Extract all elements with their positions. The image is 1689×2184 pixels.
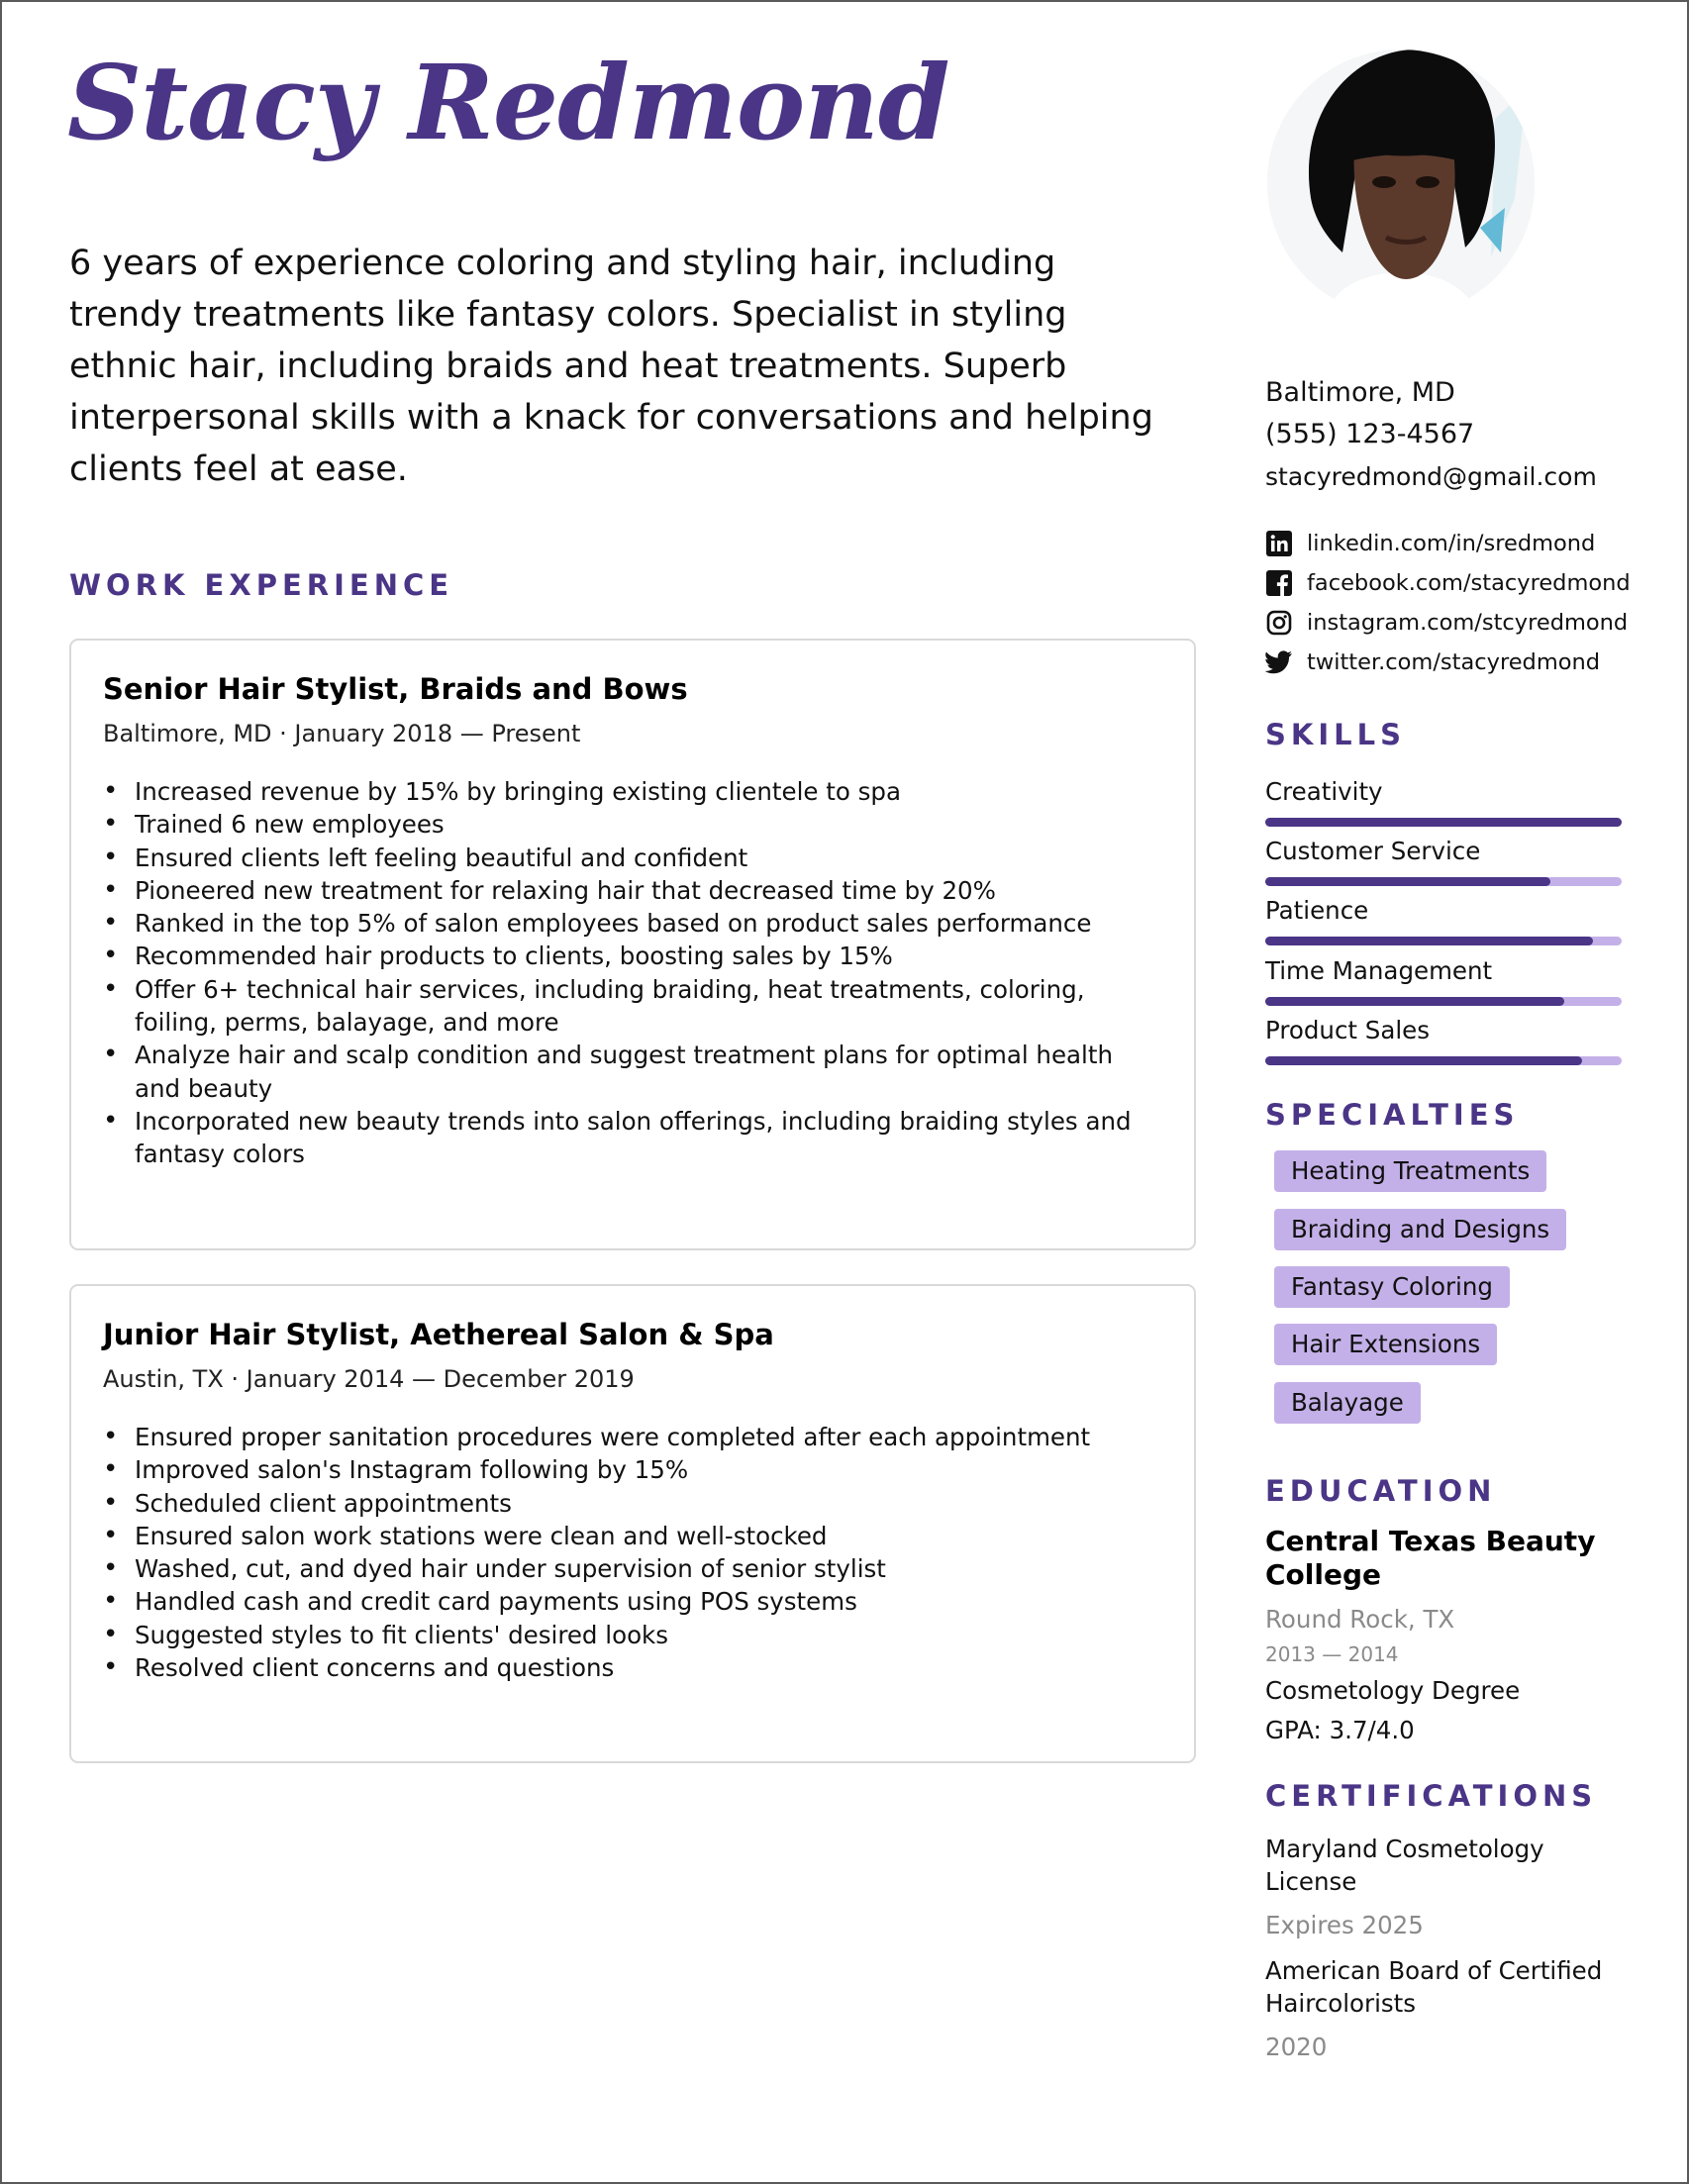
bullet-item: • Suggested styles to fit clients' desired looks	[135, 1619, 1162, 1651]
specialty-tag: Braiding and Designs	[1274, 1209, 1566, 1250]
skill-bar-fill	[1265, 937, 1593, 945]
job-title: Junior Hair Stylist, Aethereal Salon & Spa	[103, 1318, 774, 1351]
skill-bar-track	[1265, 818, 1622, 827]
skill-bar-track	[1265, 877, 1622, 886]
certification-detail: 2020	[1265, 2033, 1328, 2061]
contact-location: Baltimore, MD	[1265, 377, 1455, 408]
bullet-item: • Washed, cut, and dyed hair under supervision of senior stylist	[135, 1552, 1162, 1585]
education-location: Round Rock, TX	[1265, 1605, 1455, 1634]
portrait-image	[1267, 50, 1535, 317]
certification-name: Maryland Cosmetology License	[1265, 1835, 1544, 1896]
instagram-icon	[1265, 609, 1293, 637]
specialties-heading: SPECIALTIES	[1265, 1098, 1520, 1132]
bullet-item: • Analyze hair and scalp condition and suggest treatment plans for optimal health and beauty	[135, 1039, 1162, 1105]
specialty-tag: Heating Treatments	[1274, 1150, 1546, 1192]
specialty-tag: Fantasy Coloring	[1274, 1266, 1510, 1308]
contact-phone: (555) 123-4567	[1265, 419, 1475, 449]
bullet-item: • Ranked in the top 5% of salon employees based on product sales performance	[135, 907, 1162, 940]
skill-bar-track	[1265, 997, 1622, 1006]
social-twitter[interactable]	[1265, 648, 1600, 676]
skill-product-sales	[1265, 1016, 1622, 1065]
specialty-tag: Balayage	[1274, 1382, 1421, 1424]
job-bullets	[103, 775, 1162, 1171]
social-instagram[interactable]	[1265, 609, 1628, 637]
bullet-item: • Recommended hair products to clients, boosting sales by 15%	[135, 940, 1162, 972]
social-facebook[interactable]	[1265, 569, 1631, 597]
profile-photo	[1267, 50, 1535, 317]
candidate-name: Stacy Redmond	[67, 42, 949, 163]
job-meta: Austin, TX · January 2014 — December 2019	[103, 1365, 635, 1393]
skill-customer-service	[1265, 837, 1622, 886]
certification-name: American Board of Certified Haircolorists	[1265, 1956, 1603, 2018]
facebook-icon	[1265, 569, 1293, 597]
job-meta: Baltimore, MD · January 2018 — Present	[103, 720, 581, 747]
social-text: instagram.com/stcyredmond	[1307, 610, 1629, 636]
bullet-item: • Offer 6+ technical hair services, including braiding, heat treatments, coloring, foiling, perms, balayage, and more	[135, 973, 1162, 1040]
bullet-item: • Ensured clients left feeling beautiful and confident	[135, 842, 1162, 874]
education-school: Central Texas Beauty College	[1265, 1525, 1596, 1591]
bullet-item: • Handled cash and credit card payments using POS systems	[135, 1585, 1162, 1618]
bullet-item: • Improved salon's Instagram following by 15%	[135, 1453, 1162, 1486]
bullet-item: • Scheduled client appointments	[135, 1487, 1162, 1520]
skill-bar-track	[1265, 937, 1622, 945]
job-title: Senior Hair Stylist, Braids and Bows	[103, 672, 688, 706]
social-text: twitter.com/stacyredmond	[1307, 649, 1601, 675]
summary-text: 6 years of experience coloring and styling hair, including trendy treatments like fantasy colors. Specialist in styling ethnic hair, including braids and heat treatments. Superb interpersonal skills with a knack for conversations and helping clients feel at ease.	[69, 244, 1153, 489]
skill-bar-fill	[1265, 997, 1564, 1006]
bullet-item: • Trained 6 new employees	[135, 808, 1162, 841]
certifications-heading: CERTIFICATIONS	[1265, 1779, 1598, 1813]
social-text: linkedin.com/in/sredmond	[1307, 531, 1596, 556]
job-card	[69, 639, 1196, 1250]
skill-label: Product Sales	[1265, 1016, 1431, 1044]
skill-label: Customer Service	[1265, 837, 1481, 865]
bullet-item: • Resolved client concerns and questions	[135, 1651, 1162, 1684]
skills-heading: SKILLS	[1265, 718, 1406, 751]
certification-detail: Expires 2025	[1265, 1911, 1424, 1939]
social-linkedin[interactable]	[1265, 530, 1595, 557]
bullet-item: • Pioneered new treatment for relaxing hair that decreased time by 20%	[135, 874, 1162, 907]
bullet-item: • Ensured proper sanitation procedures were completed after each appointment	[135, 1421, 1162, 1453]
work-experience-heading: WORK EXPERIENCE	[69, 568, 454, 602]
education-gpa: GPA: 3.7/4.0	[1265, 1716, 1415, 1744]
education-heading: EDUCATION	[1265, 1474, 1497, 1508]
skill-label: Patience	[1265, 896, 1369, 925]
job-card	[69, 1284, 1196, 1763]
job-bullets	[103, 1421, 1162, 1684]
specialty-tag: Hair Extensions	[1274, 1324, 1497, 1365]
skill-bar-fill	[1265, 877, 1550, 886]
skill-time-management	[1265, 956, 1622, 1006]
education-degree: Cosmetology Degree	[1265, 1676, 1521, 1705]
linkedin-icon	[1265, 530, 1293, 557]
twitter-icon	[1265, 648, 1293, 676]
education-years: 2013 — 2014	[1265, 1642, 1399, 1666]
contact-email[interactable]: stacyredmond@gmail.com	[1265, 462, 1597, 491]
skill-label: Creativity	[1265, 777, 1383, 806]
skill-creativity	[1265, 777, 1622, 827]
bullet-item: • Increased revenue by 15% by bringing existing clientele to spa	[135, 775, 1162, 808]
skill-bar-track	[1265, 1056, 1622, 1065]
skill-bar-fill	[1265, 1056, 1582, 1065]
skill-patience	[1265, 896, 1622, 945]
skill-bar-fill	[1265, 818, 1622, 827]
bullet-item: • Incorporated new beauty trends into salon offerings, including braiding styles and fantasy colors	[135, 1105, 1162, 1171]
skill-label: Time Management	[1265, 956, 1493, 985]
social-text: facebook.com/stacyredmond	[1307, 570, 1631, 596]
bullet-item: • Ensured salon work stations were clean and well-stocked	[135, 1520, 1162, 1552]
